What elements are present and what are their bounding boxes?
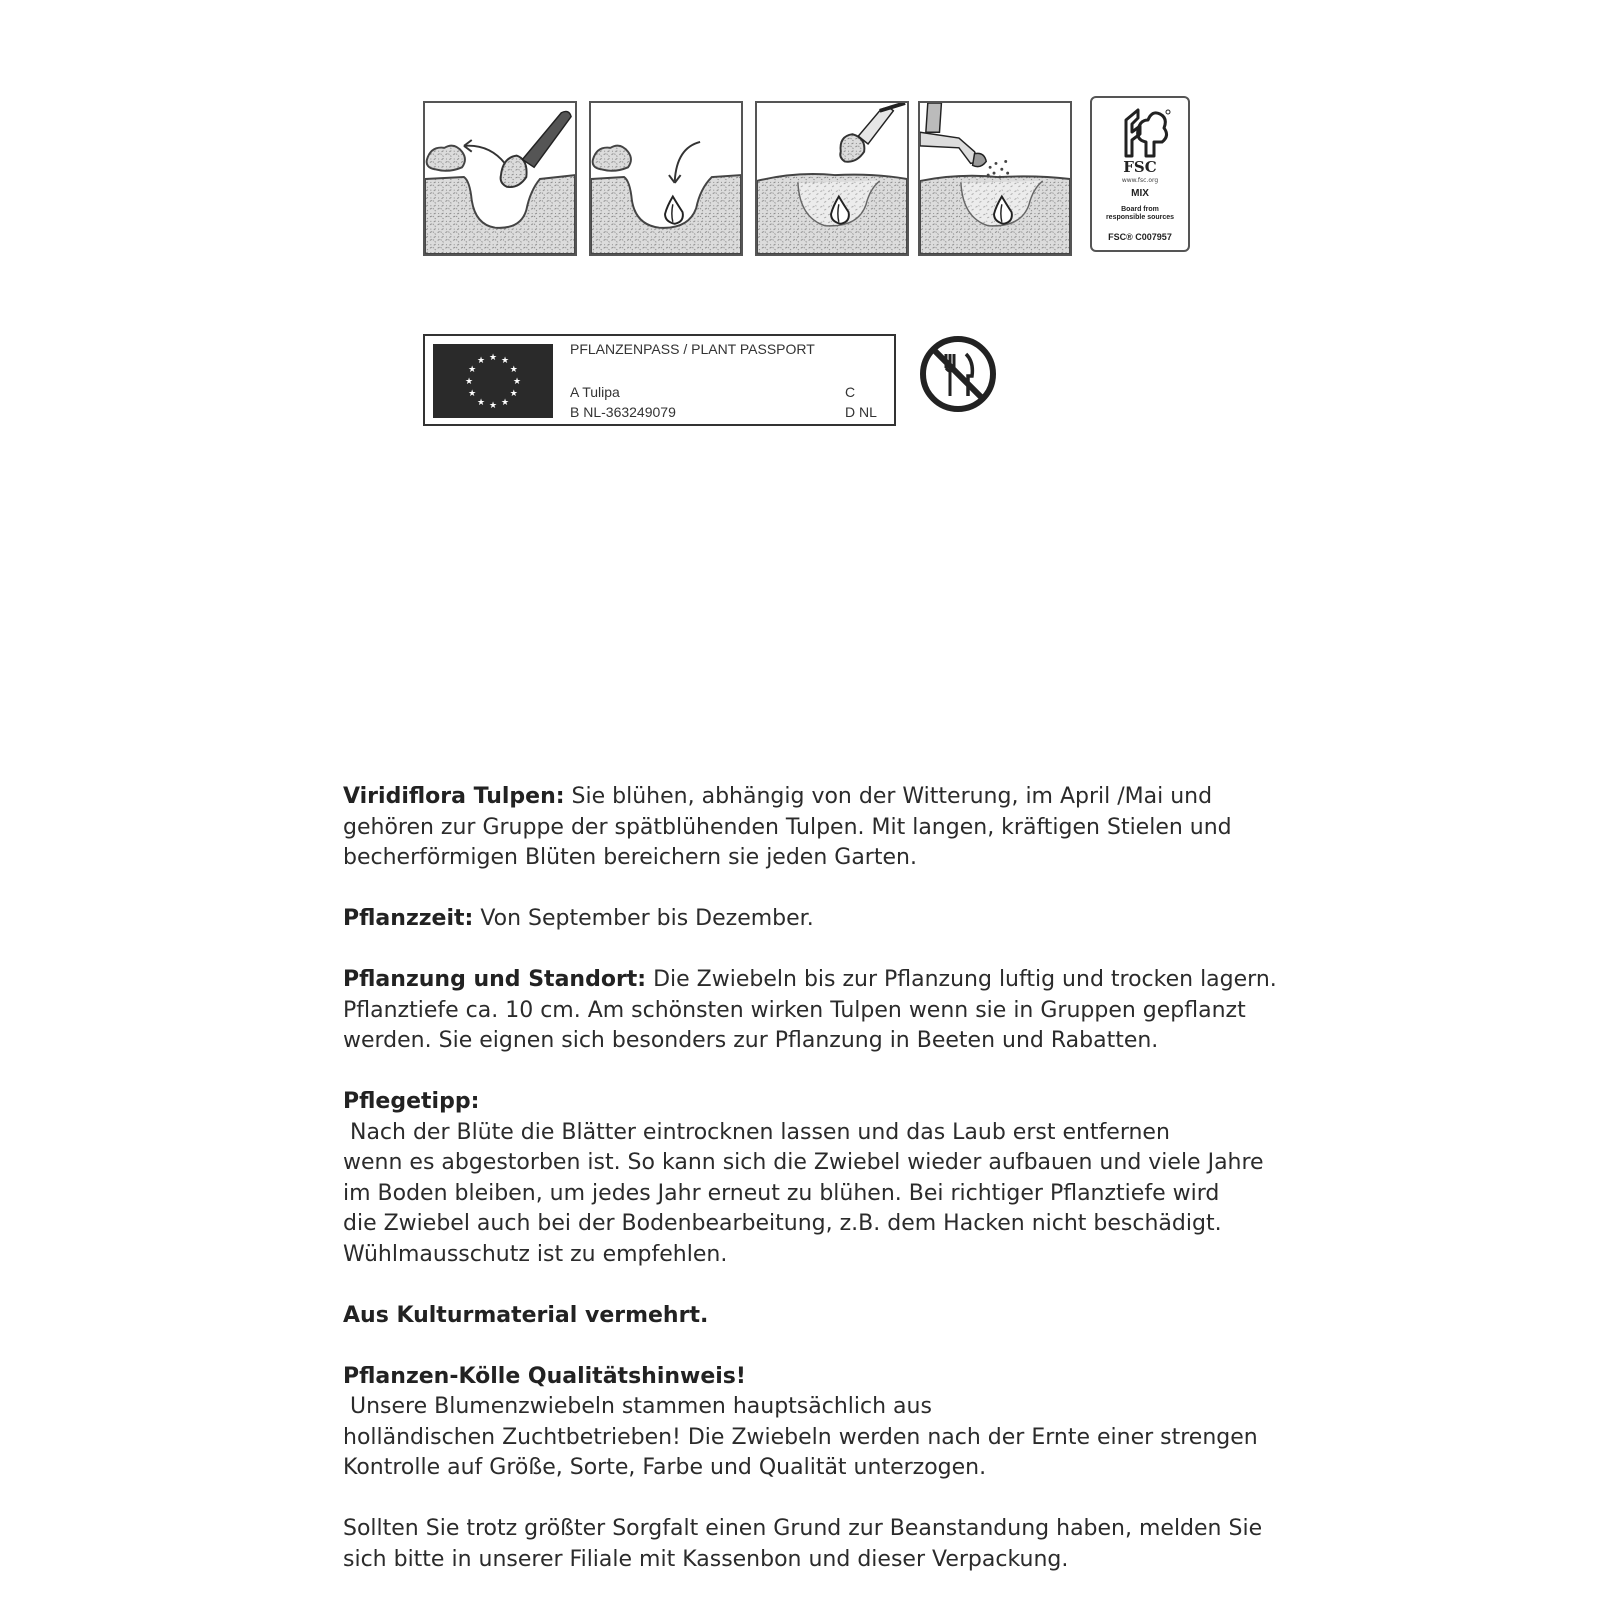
text-line <box>343 996 1283 1027</box>
text-line <box>343 1240 1283 1271</box>
fsc-title: FSC <box>1123 158 1157 176</box>
paragraph-text: Von September bis Dezember. <box>473 906 814 931</box>
paragraph <box>343 1087 1283 1270</box>
text-line <box>343 1087 1283 1148</box>
paragraph-text: holländischen Zuchtbetrieben! Die Zwiebeln werden nach der Ernte einer strengen <box>343 1424 1258 1450</box>
passport-c: C <box>845 384 856 400</box>
step-cover-panel <box>755 101 909 256</box>
step-water-panel <box>918 101 1072 256</box>
paragraph-heading: Pflanzzeit: <box>343 906 474 931</box>
paragraph-text: Wühlmausschutz ist zu empfehlen. <box>343 1241 728 1267</box>
paragraph-text: im Boden bleiben, um jedes Jahr erneut zu blühen. Bei richtiger Pflanztiefe wird <box>343 1180 1220 1206</box>
paragraph <box>343 782 1283 874</box>
step-place-panel <box>589 101 743 256</box>
fsc-code: FSC® C007957 <box>1108 232 1172 242</box>
paragraph-text: Die Zwiebeln bis zur Pflanzung luftig und trocken lagern. <box>646 967 1277 992</box>
paragraph-text: werden. Sie eignen sich besonders zur Pflanzung in Beeten und Rabatten. <box>343 1028 1159 1053</box>
eu-star: ★ <box>509 365 518 375</box>
paragraph-text: sich bitte in unserer Filiale mit Kassenbon und dieser Verpackung. <box>343 1546 1069 1572</box>
paragraph-text: die Zwiebel auch bei der Bodenbearbeitung, z.B. dem Hacken nicht beschädigt. <box>343 1211 1222 1236</box>
text-line <box>343 1209 1283 1240</box>
place-bulb-illustration <box>591 103 741 254</box>
eu-star: ★ <box>512 377 522 387</box>
paragraph-text: Sie blühen, abhängig von der Witterung, im April /Mai und <box>564 784 1213 809</box>
paragraph-text: Kontrolle auf Größe, Sorte, Farbe und Qualität unterzogen. <box>343 1455 987 1480</box>
text-line <box>343 843 1283 874</box>
eu-star: ★ <box>468 389 477 399</box>
paragraph-text: Unsere Blumenzwiebeln stammen hauptsächlich aus <box>343 1394 932 1419</box>
passport-d: D NL <box>845 404 877 420</box>
text-line <box>343 1179 1283 1210</box>
dig-hole-illustration <box>425 103 575 254</box>
eu-star: ★ <box>500 356 510 367</box>
passport-a: A Tulipa <box>570 384 620 400</box>
fsc-board-line2: responsible sources <box>1105 214 1175 221</box>
paragraph <box>343 1301 1283 1332</box>
cover-soil-illustration <box>757 103 907 254</box>
passport-b: B NL-363249079 <box>570 404 676 420</box>
paragraph-text: Nach der Blüte die Blätter eintrocknen lassen und das Laub erst entfernen <box>343 1119 1170 1145</box>
text-line <box>343 1148 1283 1179</box>
paragraph-heading: Pflegetipp: <box>343 1089 480 1114</box>
text-line <box>343 1423 1283 1454</box>
eu-star: ★ <box>468 365 477 375</box>
product-description <box>343 782 1283 1606</box>
paragraph <box>343 904 1283 935</box>
fsc-label <box>1090 96 1190 252</box>
paragraph-text: becherförmigen Blüten bereichern sie jeden Garten. <box>343 845 917 870</box>
not-for-consumption-icon <box>918 334 998 414</box>
step-dig-panel <box>423 101 577 256</box>
text-line <box>343 1453 1283 1484</box>
paragraph-text: gehören zur Gruppe der spätblühenden Tulpen. Mit langen, kräftigen Stielen und <box>343 814 1232 840</box>
passport-title: PFLANZENPASS / PLANT PASSPORT <box>570 341 815 357</box>
eu-star: ★ <box>500 397 510 408</box>
paragraph-text: Pflanztiefe ca. 10 cm. Am schönsten wirken Tulpen wenn sie in Gruppen gepflanzt <box>343 997 1246 1023</box>
paragraph-heading: Pflanzen-Kölle Qualitätshinweis! <box>343 1363 746 1389</box>
text-line <box>343 1362 1283 1423</box>
eu-star: ★ <box>464 377 474 387</box>
fsc-board-line1: Board from <box>1121 206 1159 213</box>
paragraph-text: Sollten Sie trotz größter Sorgfalt einen Grund zur Beanstandung haben, melden Sie <box>343 1516 1263 1541</box>
eu-star: ★ <box>488 401 498 411</box>
paragraph <box>343 965 1283 1057</box>
eu-star: ★ <box>476 356 486 367</box>
text-line <box>343 1545 1283 1576</box>
eu-star: ★ <box>509 389 518 399</box>
paragraph-heading: Viridiflora Tulpen: <box>343 784 565 809</box>
plant-passport <box>423 334 896 426</box>
water-illustration <box>920 103 1070 254</box>
paragraph <box>343 1514 1283 1575</box>
text-line <box>343 1514 1283 1545</box>
text-line <box>343 904 1283 935</box>
fsc-url: www.fsc.org <box>1121 177 1159 184</box>
fsc-mix: MIX <box>1131 188 1149 199</box>
text-line <box>343 782 1283 813</box>
text-line <box>343 813 1283 844</box>
paragraph-heading: Aus Kulturmaterial vermehrt. <box>343 1302 709 1328</box>
paragraph-text: wenn es abgestorben ist. So kann sich die Zwiebel wieder aufbauen und viele Jahre <box>343 1150 1264 1175</box>
text-line <box>343 965 1283 996</box>
paragraph-heading: Pflanzung und Standort: <box>343 967 647 992</box>
eu-star: ★ <box>476 397 486 408</box>
fsc-board-text <box>1096 206 1184 222</box>
eu-flag-icon <box>433 344 553 418</box>
fsc-tree-logo-icon <box>1112 106 1172 162</box>
text-line <box>343 1026 1283 1057</box>
paragraph <box>343 1362 1283 1484</box>
text-line <box>343 1301 1283 1332</box>
eu-star: ★ <box>488 353 498 363</box>
